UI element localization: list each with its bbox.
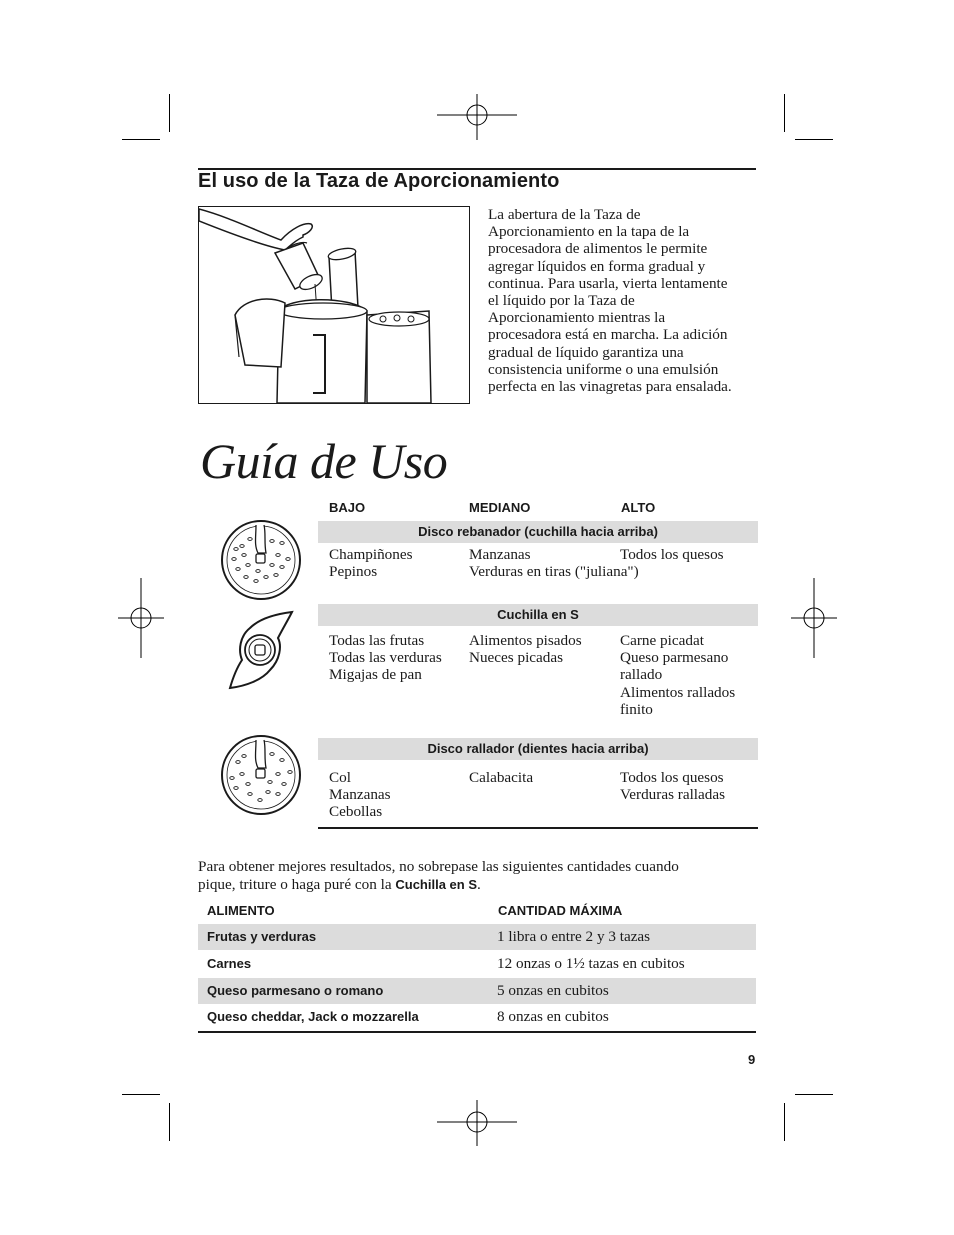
s-blade-header: Cuchilla en S: [318, 604, 758, 626]
header-amount: CANTIDAD MÁXIMA: [498, 903, 623, 918]
food-item: Manzanas: [329, 786, 391, 804]
quantity-intro-suffix: .: [477, 875, 481, 893]
column-header-bajo: BAJO: [329, 500, 366, 515]
food-item: Todos los quesos: [620, 769, 724, 786]
shredding-mediano-cell: [469, 769, 533, 786]
amount-cell: 8 onzas en cubitos: [497, 1008, 609, 1025]
quantity-intro-prefix: pique, triture o haga puré con la: [198, 875, 396, 893]
shredding-disc-icon: [220, 734, 302, 816]
food-cell: Carnes: [207, 956, 252, 971]
table-row: [198, 978, 756, 1004]
food-item: Cebollas: [329, 803, 383, 821]
quantity-bottom-rule: [198, 1031, 756, 1033]
s-blade-alto-cell: [620, 632, 735, 718]
shredding-bajo-cell: [329, 769, 391, 821]
food-item: Verduras en tiras ("juliana"): [469, 563, 639, 581]
food-item: Col: [329, 769, 351, 786]
food-item: Migajas de pan: [329, 666, 422, 684]
food-item: Alimentos pisados: [469, 632, 582, 649]
guide-bottom-rule: [318, 827, 758, 829]
quantity-intro-line1: Para obtener mejores resultados, no sobrepase las siguientes cantidades cuando: [198, 858, 679, 875]
intro-line: agregar líquidos en forma gradual y: [488, 257, 706, 275]
shredding-alto-cell: [620, 769, 725, 803]
food-item: Todas las frutas: [329, 632, 425, 649]
amount-cell: 1 libra o entre 2 y 3 tazas: [497, 928, 651, 945]
food-item: Champiñones: [329, 546, 413, 563]
intro-line: consistencia uniforme o una emulsión: [488, 360, 719, 378]
header-food: ALIMENTO: [207, 903, 275, 918]
food-item: Todos los quesos: [620, 546, 724, 563]
page-number: 9: [748, 1052, 756, 1067]
slicing-disc-header: Disco rebanador (cuchilla hacia arriba): [318, 521, 758, 543]
food-item: Carne picadat: [620, 632, 704, 649]
food-item: Queso parmesano: [620, 649, 729, 667]
intro-line: Aporcionamiento mientras la: [488, 309, 666, 327]
table-row: [198, 924, 756, 950]
food-item: rallado: [620, 666, 663, 684]
s-blade-icon: [226, 608, 296, 692]
food-item: Manzanas: [469, 546, 531, 563]
registration-mark-left: [118, 578, 164, 658]
table-row: [198, 951, 756, 977]
food-item: finito: [620, 700, 653, 718]
intro-line: el líquido por la Taza de: [488, 292, 635, 310]
food-item: Alimentos rallados: [620, 683, 736, 701]
intro-line: gradual de líquido garantiza una: [488, 343, 684, 361]
s-blade-mediano-cell: [469, 632, 582, 666]
s-blade-bajo-cell: [329, 632, 442, 684]
food-item: Verduras ralladas: [620, 786, 725, 804]
intro-line: La abertura de la Taza de: [488, 206, 641, 223]
slicing-alto-cell: [620, 546, 724, 563]
shredding-disc-header: Disco rallador (dientes hacia arriba): [318, 738, 758, 760]
feed-tube-illustration: [198, 206, 470, 404]
slicing-bajo-cell: [329, 546, 413, 580]
amount-cell: 12 onzas o 1½ tazas en cubitos: [497, 955, 685, 972]
guide-title: Guía de Uso: [200, 433, 448, 489]
intro-line: procesadora está en marcha. La adición: [488, 326, 728, 344]
section-title: El uso de la Taza de Aporcionamiento: [198, 170, 560, 192]
food-cell: Frutas y verduras: [207, 929, 317, 944]
quantity-intro-line2: [198, 876, 758, 894]
registration-mark-right: [791, 578, 837, 658]
column-header-alto: ALTO: [621, 500, 656, 515]
intro-line: procesadora de alimentos le permite: [488, 240, 708, 258]
intro-line: continua. Para usarla, vierta lentamente: [488, 274, 728, 292]
quantity-intro: [198, 858, 758, 893]
food-item: Todas las verduras: [329, 649, 442, 667]
quantity-intro-bold: Cuchilla en S: [395, 876, 478, 892]
intro-line: perfecta en las vinagretas para ensalada.: [488, 378, 732, 396]
table-row: [198, 1004, 756, 1030]
food-cell: Queso cheddar, Jack o mozzarella: [207, 1009, 419, 1024]
food-item: Pepinos: [329, 563, 378, 581]
registration-mark-bottom: [437, 1100, 517, 1146]
amount-cell: 5 onzas en cubitos: [497, 982, 609, 999]
slicing-disc-icon: [220, 519, 302, 601]
registration-mark-top: [437, 94, 517, 140]
food-item: Nueces picadas: [469, 649, 564, 667]
intro-line: Aporcionamiento en la tapa de la: [488, 223, 690, 241]
food-item: Calabacita: [469, 769, 534, 786]
slicing-mediano-cell: [469, 546, 639, 580]
food-cell: Queso parmesano o romano: [207, 983, 384, 998]
column-header-mediano: MEDIANO: [469, 500, 531, 515]
intro-paragraph: [488, 206, 760, 395]
